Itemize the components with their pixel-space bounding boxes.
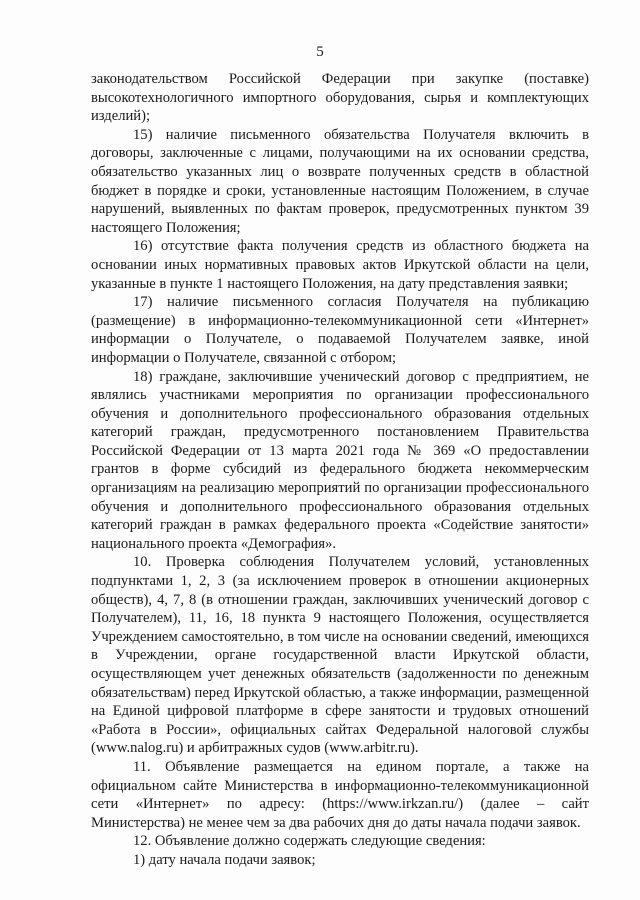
paragraph-clause-12-item-1: 1) дату начала подачи заявок;: [133, 851, 316, 868]
document-body: [91, 70, 589, 870]
paragraph-clause-10: 10. Проверка соблюдения Получателем условий, установленных подпунктами 1, 2, 3 (за исключением проверок в отношении акционерных обществ), 4, 7, 8 (в отношении граждан, заключивших ученический договор с Получателем), 11, 16, 18 пункта 9 настоящего Положения, осуществляется Учреждением самостоятельно, в том числе на основании сведений, имеющихся в Учреждении, органе государственной власти Иркутской области, осуществляющем учет денежных обязательств (задолженности по денежным обязательствам) перед Иркутской областью, а также информации, размещенной на Единой цифровой платформе в сфере занятости и трудовых отношений «Работа в России», официальных сайтах Федеральной налоговой службы (www.nalog.ru) и арбитражных судов (www.arbitr.ru).: [91, 554, 589, 757]
paragraph-clause-11: 11. Объявление размещается на едином портале, а также на официальном сайте Министерства в информационно-телекоммуникационной сети «Интернет» по адресу: (https://www.irkzan.ru/) (далее – сайт Министерства) не менее чем за два рабочих дня до даты начала подачи заявок.: [91, 758, 589, 831]
paragraph-item-16: 16) отсутствие факта получения средств из областного бюджета на основании иных нормативных правовых актов Иркутской области на цели, указанные в пункте 1 настоящего Положения, на дату представления заявки;: [91, 238, 589, 292]
page-number: 5: [316, 44, 324, 60]
paragraph-item-17: 17) наличие письменного согласия Получателя на публикацию (размещение) в информационно-телекоммуникационной сети «Интернет» информации о Получателе, о подаваемой Получателем заявке, иной информации о Получателе, связанной с отбором;: [91, 294, 589, 366]
paragraph-continuation: законодательством Российской Федерации при закупке (поставке) высокотехнологичного импортного оборудования, сырья и комплектующих изделий);: [91, 71, 589, 125]
paragraph-item-18: 18) граждане, заключившие ученический договор с предприятием, не являлись участниками мероприятия по организации профессионального обучения и дополнительного профессионального образования отдельных категорий граждан, предусмотренного постановлением Правительства Российской Федерации от 13 марта 2021 года № 369 «О предоставлении грантов в форме субсидий из федерального бюджета некоммерческим организациям на реализацию мероприятий по организации профессионального обучения и дополнительного профессионального образования отдельных категорий граждан в рамках федерального проекта «Содействие занятости» национального проекта «Демография».: [91, 368, 589, 552]
paragraph-clause-12: 12. Объявление должно содержать следующие сведения:: [133, 833, 486, 850]
paragraph-item-15: 15) наличие письменного обязательства Получателя включить в договоры, заключенные с лицами, получающими на их основании средства, обязательство указанных лиц о возврате полученных средств в областной бюджет в порядке и сроки, установленные настоящим Положением, в случае нарушений, выявленных по фактам проверок, предусмотренных пунктом 39 настоящего Положения;: [91, 126, 589, 236]
